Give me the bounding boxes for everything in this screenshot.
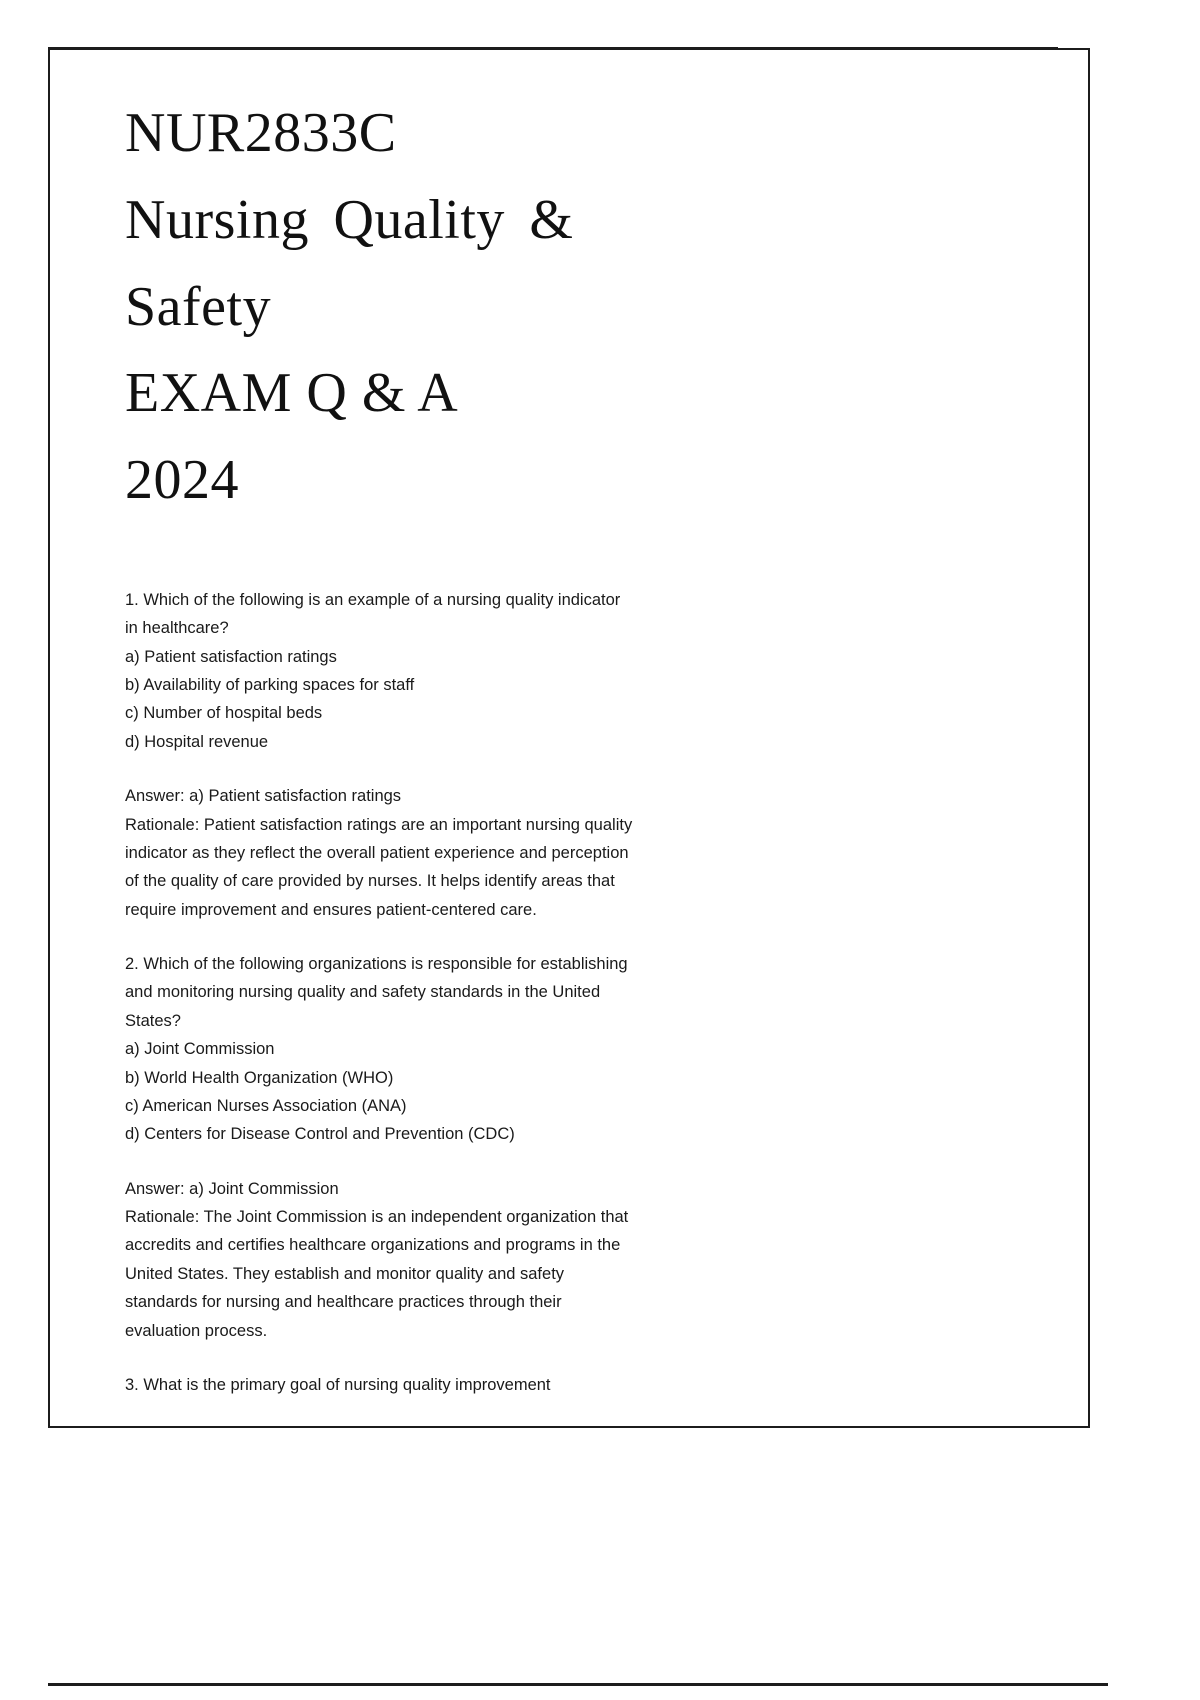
question-block <box>125 1371 725 1399</box>
question-line: States? <box>125 1011 181 1030</box>
question-line: and monitoring nursing quality and safety standards in the United <box>125 983 601 1002</box>
rationale-line: of the quality of care provided by nurses. It helps identify areas that <box>125 872 615 891</box>
question-block <box>125 950 725 1149</box>
title-line-5: 2024 <box>125 449 239 512</box>
answer-block <box>125 782 725 924</box>
title-line-2: Nursing Quality & <box>125 188 574 251</box>
rationale-line: indicator as they reflect the overall patient experience and perception <box>125 843 629 862</box>
document-page <box>48 48 1090 1428</box>
question-line: 2. Which of the following organizations is responsible for establishing <box>125 955 628 974</box>
question-line: 3. What is the primary goal of nursing quality improvement <box>125 1375 551 1394</box>
question-line: in healthcare? <box>125 619 229 638</box>
answer-line: Answer: a) Joint Commission <box>125 1179 339 1198</box>
option-d: d) Centers for Disease Control and Prevention (CDC) <box>125 1125 515 1144</box>
rationale-line: require improvement and ensures patient-centered care. <box>125 900 537 919</box>
title-line-1: NUR2833C <box>125 102 397 164</box>
rationale-line: United States. They establish and monitor quality and safety <box>125 1264 565 1283</box>
page-bottom-rule <box>48 1683 1108 1686</box>
option-b: b) World Health Organization (WHO) <box>125 1068 394 1087</box>
answer-block <box>125 1175 725 1345</box>
rationale-line: Rationale: Patient satisfaction ratings are an important nursing quality <box>125 815 633 834</box>
title-line-4: EXAM Q & A <box>125 362 459 425</box>
answer-line: Answer: a) Patient satisfaction ratings <box>125 787 402 806</box>
rationale-line: evaluation process. <box>125 1321 268 1340</box>
option-a: a) Joint Commission <box>125 1040 275 1059</box>
option-c: c) Number of hospital beds <box>125 704 323 723</box>
question-line: 1. Which of the following is an example of a nursing quality indicator <box>125 590 621 609</box>
rationale-line: Rationale: The Joint Commission is an independent organization that <box>125 1208 629 1227</box>
option-c: c) American Nurses Association (ANA) <box>125 1096 407 1115</box>
page-content <box>125 90 1005 1399</box>
option-d: d) Hospital revenue <box>125 732 269 751</box>
option-b: b) Availability of parking spaces for staff <box>125 676 415 695</box>
question-block <box>125 586 725 756</box>
rationale-line: standards for nursing and healthcare practices through their <box>125 1293 562 1312</box>
page-title <box>125 90 1005 524</box>
title-line-3: Safety <box>125 275 272 338</box>
exam-body <box>125 586 725 1399</box>
rationale-line: accredits and certifies healthcare organizations and programs in the <box>125 1236 621 1255</box>
option-a: a) Patient satisfaction ratings <box>125 647 337 666</box>
